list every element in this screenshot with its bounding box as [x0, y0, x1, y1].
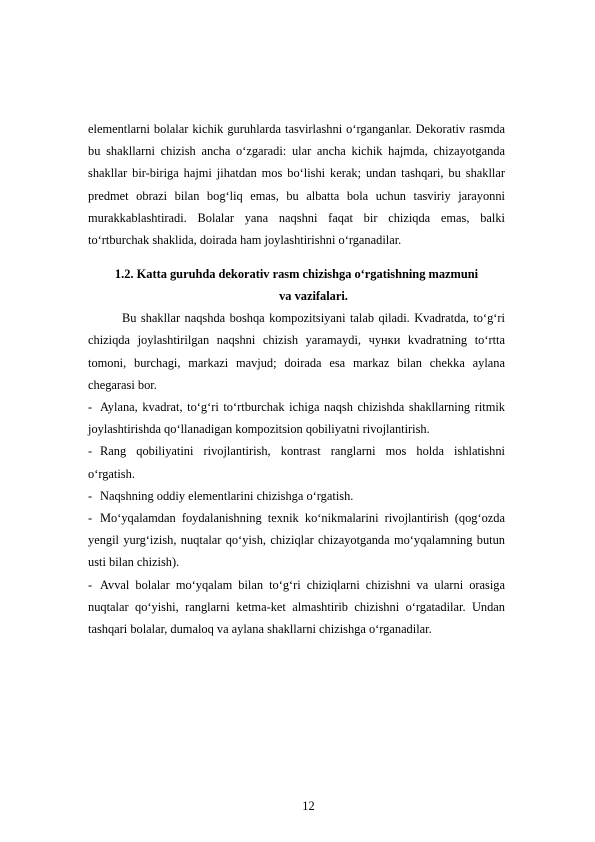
list-item-text: Rang qobiliyatini rivojlantirish, kontrast ranglarni mos holda ishlatishni o‘rgatish.: [88, 444, 505, 481]
page-body: [88, 118, 505, 640]
section-heading-line-2: va vazifalari.: [279, 289, 348, 304]
list-item: [88, 574, 505, 641]
list-dash: -: [88, 400, 93, 415]
list-item-text: Avval bolalar mo‘yqalam bilan to‘g‘ri chiziqlarni chizishni va ularni orasiga nuqtalar qo‘yishi, ranglarni ketma-ket almashtirib chizishni o‘rgatadilar. Undan tashqari bolalar, dumaloq va aylana shakllarni chizishga o‘rganadilar.: [88, 577, 505, 637]
list-item-text: Mo‘yqalamdan foydalanishning texnik ko‘nikmalarini rivojlantirish (qog‘ozda yengil yurg‘izish, nuqtalar qo‘yish, chiziqlar chizayotganda mo‘yqalamning butun usti bilan chizish).: [88, 511, 505, 570]
list-item-text: Aylana, kvadrat, to‘g‘ri to‘rtburchak ichiga naqsh chizishda shakllarning ritmik joylashtirishda qo‘llanadigan kompozitsion qobiliyatni rivojlantirish.: [88, 400, 505, 437]
list-item: [88, 485, 505, 507]
list-item-text: Naqshning oddiy elementlarini chizishga o‘rgatish.: [100, 488, 354, 503]
list-dash: -: [88, 488, 93, 503]
list-item: [88, 507, 505, 574]
section-heading: [88, 263, 505, 307]
page-number: 12: [302, 799, 315, 813]
list-dash: -: [88, 577, 93, 592]
section-heading-line-1: 1.2. Katta guruhda dekorativ rasm chizishga o‘rgatishning mazmuni: [114, 267, 479, 282]
list-item: [88, 440, 505, 484]
list-item: [88, 396, 505, 440]
intro-paragraph: elementlarni bolalar kichik guruhlarda tasvirlashni o‘rganganlar. Dekorativ rasmda bu shakllarni chizish ancha o‘zgaradi: ular ancha kichik hajmda, chizayotganda shakllar bir-biriga hajmi jihatdan mos bo‘lishi kerak; undan tashqari, bu shakllar predmet obrazi bilan bog‘liq emas, bu albatta bola uchun tasviriy jarayonni murakkablashtiradi. Bolalar yana naqshni faqat bir chiziqda emas, balki to‘rtburchak shaklida, doirada ham joylashtirishni o‘rganadilar.: [88, 122, 505, 248]
section-paragraph: Bu shakllar naqshda boshqa kompozitsiyani talab qiladi. Kvadratda, to‘g‘ri chiziqda joylashtirilgan naqshni chizish yaramaydi, чунки kvadratning to‘rtta tomoni, burchagi, markazi mavjud; doirada esa markaz bilan chekka aylana chegarasi bor.: [88, 311, 505, 392]
list-dash: -: [88, 511, 93, 526]
list-dash: -: [88, 444, 93, 459]
